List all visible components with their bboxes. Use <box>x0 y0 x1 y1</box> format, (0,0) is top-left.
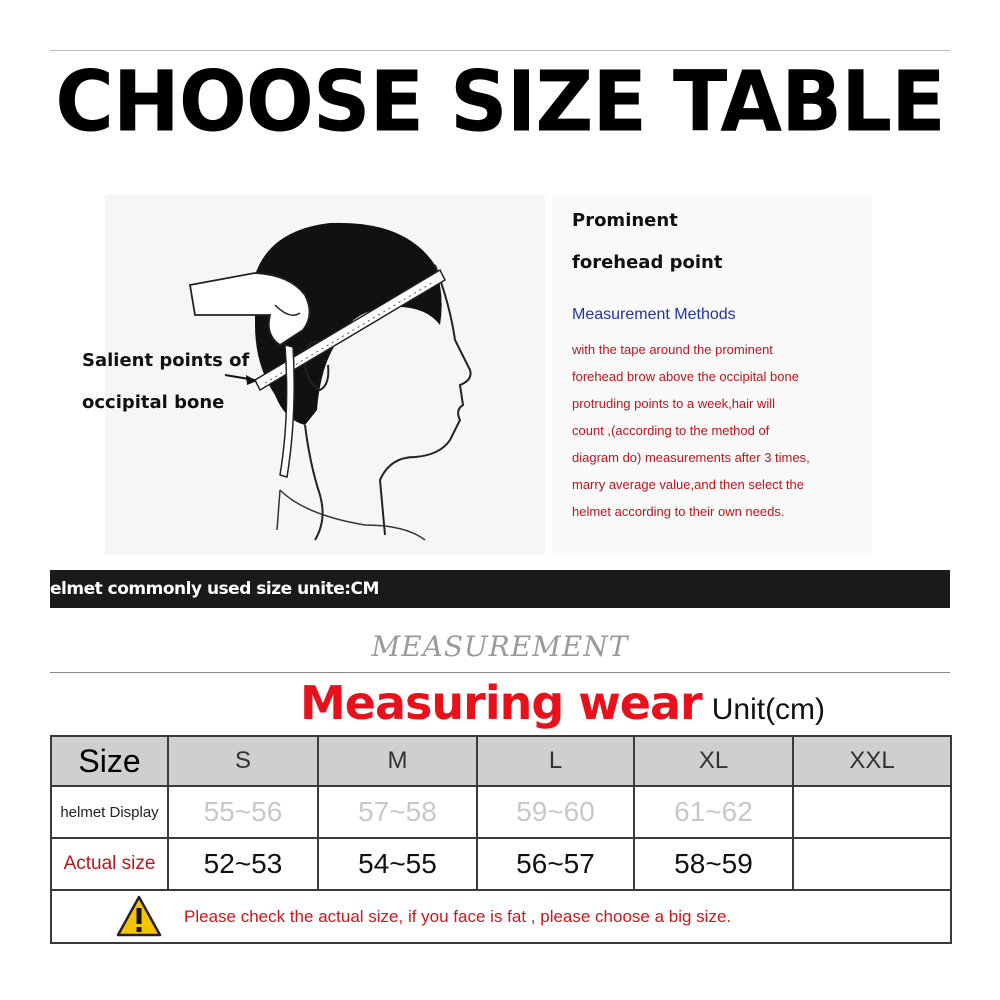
actual-l: 56~57 <box>477 838 634 890</box>
table-row-actual <box>51 838 951 890</box>
header-l: L <box>477 736 634 786</box>
hand-outline <box>190 273 310 345</box>
neck-outline <box>305 425 323 540</box>
display-l: 59~60 <box>477 786 634 838</box>
size-table <box>50 735 952 891</box>
display-xl: 61~62 <box>634 786 793 838</box>
measurement-heading: MEASUREMENT <box>371 630 629 663</box>
header-m: M <box>318 736 477 786</box>
method-title: Measurement Methods <box>572 306 736 323</box>
header-size: Size <box>51 736 168 786</box>
method-line: marry average value,and then select the <box>572 477 804 492</box>
method-line: protruding points to a week,hair will <box>572 396 776 411</box>
actual-s: 52~53 <box>168 838 318 890</box>
header-xxl: XXL <box>793 736 951 786</box>
header-s: S <box>168 736 318 786</box>
warning-icon <box>116 895 162 937</box>
display-xxl <box>793 786 951 838</box>
actual-xl: 58~59 <box>634 838 793 890</box>
table-top-divider <box>50 672 950 673</box>
row-label-actual: Actual size <box>51 838 168 890</box>
method-line: diagram do) measurements after 3 times, <box>572 450 810 465</box>
unit-text: Unit(cm) <box>711 693 826 726</box>
prominent-label-line1: Prominent <box>572 210 678 231</box>
size-unit-banner-text: elmet commonly used size unite:CM <box>50 579 379 599</box>
prominent-label-line2: forehead point <box>572 252 723 273</box>
page-title: CHOOSE SIZE TABLE <box>55 52 945 151</box>
method-description <box>572 336 872 525</box>
row-label-display: helmet Display <box>51 786 168 838</box>
method-line: count ,(according to the method of <box>572 423 770 438</box>
prominent-label <box>572 200 722 284</box>
measuring-wear-text: Measuring wear <box>300 676 702 730</box>
header-xl: XL <box>634 736 793 786</box>
shirt-outline <box>277 490 425 540</box>
display-m: 57~58 <box>318 786 477 838</box>
table-header-row <box>51 736 951 786</box>
display-s: 55~56 <box>168 786 318 838</box>
actual-m: 54~55 <box>318 838 477 890</box>
size-note: Please check the actual size, if you face is fat , please choose a big size. <box>184 907 732 926</box>
actual-xxl <box>793 838 951 890</box>
measuring-wear-heading <box>300 676 825 736</box>
occipital-label-line2: occipital bone <box>82 392 225 413</box>
occipital-label-line1: Salient points of <box>82 350 250 371</box>
table-row-display <box>51 786 951 838</box>
method-line: helmet according to their own needs. <box>572 504 785 519</box>
occipital-label <box>82 340 249 424</box>
method-line: forehead brow above the occipital bone <box>572 369 799 384</box>
method-line: with the tape around the prominent <box>572 342 773 357</box>
